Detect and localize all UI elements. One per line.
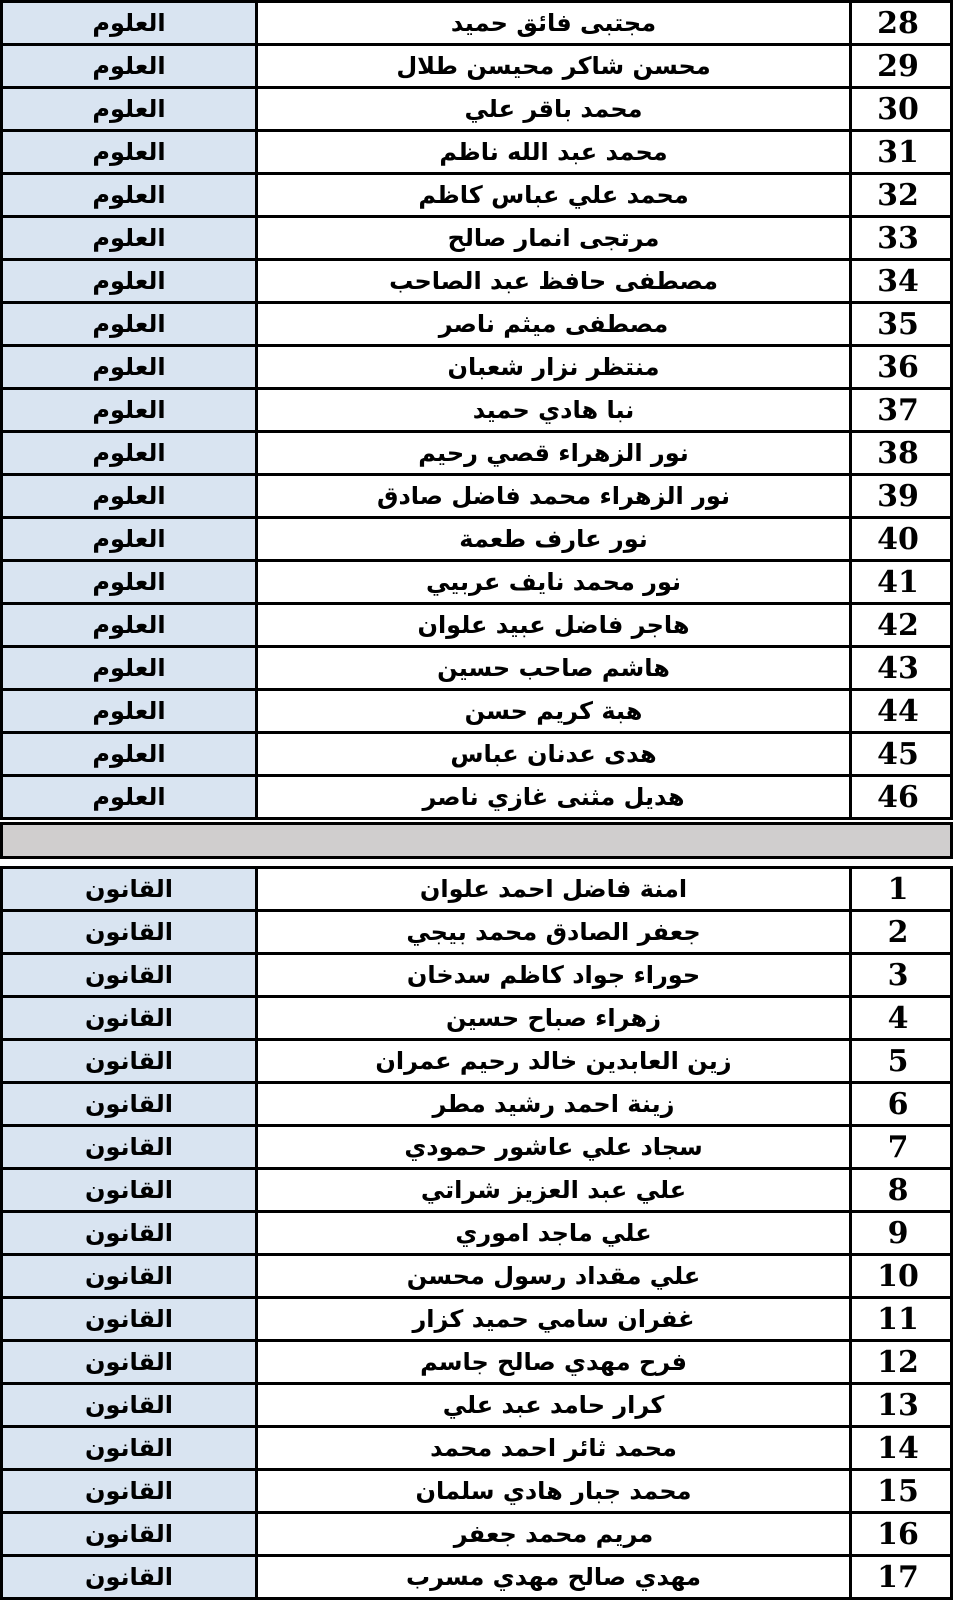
table-row — [3, 347, 950, 390]
row-number-cell: 4 — [852, 998, 944, 1038]
table-row — [3, 175, 950, 218]
department-cell: العلوم — [3, 3, 258, 43]
student-name-cell: هاجر فاضل عبيد علوان — [258, 605, 852, 645]
department-cell: القانون — [3, 1299, 258, 1339]
row-number-cell: 5 — [852, 1041, 944, 1081]
table-row — [3, 1385, 950, 1428]
student-name-cell: محمد ثائر احمد محمد — [258, 1428, 852, 1468]
table-row — [3, 519, 950, 562]
row-number-cell: 45 — [852, 734, 944, 774]
department-cell: العلوم — [3, 648, 258, 688]
table-row — [3, 1514, 950, 1557]
department-cell: القانون — [3, 955, 258, 995]
row-number-cell: 2 — [852, 912, 944, 952]
student-name-cell: نور محمد نايف عربيي — [258, 562, 852, 602]
row-number-cell: 36 — [852, 347, 944, 387]
table-row — [3, 998, 950, 1041]
student-name-cell: محسن شاكر محيسن طلال — [258, 46, 852, 86]
row-number-cell: 46 — [852, 777, 944, 817]
table-row — [3, 1213, 950, 1256]
row-number-cell: 1 — [852, 869, 944, 909]
table-row — [3, 218, 950, 261]
table-row — [3, 1471, 950, 1514]
row-number-cell: 3 — [852, 955, 944, 995]
department-cell: القانون — [3, 1041, 258, 1081]
student-name-cell: حوراء جواد كاظم سدخان — [258, 955, 852, 995]
student-name-cell: محمد عبد الله ناظم — [258, 132, 852, 172]
table-row — [3, 261, 950, 304]
student-name-cell: مريم محمد جعفر — [258, 1514, 852, 1554]
row-number-cell: 14 — [852, 1428, 944, 1468]
department-cell: القانون — [3, 1514, 258, 1554]
table-row — [3, 433, 950, 476]
table-row — [3, 89, 950, 132]
student-name-cell: محمد جبار هادي سلمان — [258, 1471, 852, 1511]
department-cell: العلوم — [3, 304, 258, 344]
department-cell: القانون — [3, 869, 258, 909]
department-cell: القانون — [3, 1342, 258, 1382]
department-cell: العلوم — [3, 175, 258, 215]
row-number-cell: 35 — [852, 304, 944, 344]
student-name-cell: مرتجى انمار صالح — [258, 218, 852, 258]
student-name-cell: نور الزهراء قصي رحيم — [258, 433, 852, 473]
row-number-cell: 12 — [852, 1342, 944, 1382]
table-row — [3, 955, 950, 998]
row-number-cell: 29 — [852, 46, 944, 86]
row-number-cell: 39 — [852, 476, 944, 516]
row-number-cell: 17 — [852, 1557, 944, 1597]
student-name-cell: علي مقداد رسول محسن — [258, 1256, 852, 1296]
student-name-cell: هدى عدنان عباس — [258, 734, 852, 774]
department-cell: القانون — [3, 1256, 258, 1296]
department-cell: القانون — [3, 1428, 258, 1468]
table-row — [3, 1041, 950, 1084]
student-name-cell: امنة فاضل احمد علوان — [258, 869, 852, 909]
department-cell: العلوم — [3, 218, 258, 258]
table-row — [3, 734, 950, 777]
student-name-cell: سجاد علي عاشور حمودي — [258, 1127, 852, 1167]
row-number-cell: 33 — [852, 218, 944, 258]
department-cell: القانون — [3, 1084, 258, 1124]
row-number-cell: 34 — [852, 261, 944, 301]
table-row — [3, 390, 950, 433]
table-row — [3, 3, 950, 46]
row-number-cell: 44 — [852, 691, 944, 731]
row-number-cell: 32 — [852, 175, 944, 215]
department-cell: القانون — [3, 1127, 258, 1167]
department-cell: العلوم — [3, 691, 258, 731]
table-row — [3, 1428, 950, 1471]
table-row — [3, 1557, 950, 1597]
department-cell: القانون — [3, 1385, 258, 1425]
student-name-cell: هديل مثنى غازي ناصر — [258, 777, 852, 817]
student-name-cell: منتظر نزار شعبان — [258, 347, 852, 387]
student-name-cell: زهراء صباح حسين — [258, 998, 852, 1038]
student-name-cell: مهدي صالح مهدي مسرب — [258, 1557, 852, 1597]
department-cell: العلوم — [3, 261, 258, 301]
student-name-cell: مصطفى حافظ عبد الصاحب — [258, 261, 852, 301]
student-name-cell: كرار حامد عبد علي — [258, 1385, 852, 1425]
student-name-cell: نبا هادي حميد — [258, 390, 852, 430]
student-name-cell: جعفر الصادق محمد بيجي — [258, 912, 852, 952]
student-name-cell: هاشم صاحب حسين — [258, 648, 852, 688]
department-cell: العلوم — [3, 132, 258, 172]
row-number-cell: 10 — [852, 1256, 944, 1296]
row-number-cell: 28 — [852, 3, 944, 43]
department-cell: العلوم — [3, 347, 258, 387]
table-row — [3, 132, 950, 175]
row-number-cell: 37 — [852, 390, 944, 430]
row-number-cell: 11 — [852, 1299, 944, 1339]
student-name-cell: مصطفى ميثم ناصر — [258, 304, 852, 344]
table-row — [3, 1170, 950, 1213]
row-number-cell: 30 — [852, 89, 944, 129]
row-number-cell: 15 — [852, 1471, 944, 1511]
student-name-cell: علي ماجد اموري — [258, 1213, 852, 1253]
table-row — [3, 1127, 950, 1170]
table-row — [3, 46, 950, 89]
department-cell: القانون — [3, 1557, 258, 1597]
department-cell: العلوم — [3, 734, 258, 774]
table-row — [3, 562, 950, 605]
student-name-cell: زين العابدين خالد رحيم عمران — [258, 1041, 852, 1081]
department-cell: القانون — [3, 1471, 258, 1511]
department-cell: العلوم — [3, 605, 258, 645]
table-row — [3, 648, 950, 691]
row-number-cell: 7 — [852, 1127, 944, 1167]
row-number-cell: 41 — [852, 562, 944, 602]
student-name-cell: محمد علي عباس كاظم — [258, 175, 852, 215]
table-row — [3, 777, 950, 817]
table-row — [3, 1256, 950, 1299]
row-number-cell: 43 — [852, 648, 944, 688]
table-row — [3, 912, 950, 955]
department-cell: القانون — [3, 1213, 258, 1253]
row-number-cell: 13 — [852, 1385, 944, 1425]
department-cell: العلوم — [3, 476, 258, 516]
department-cell: العلوم — [3, 433, 258, 473]
row-number-cell: 42 — [852, 605, 944, 645]
table-row — [3, 1084, 950, 1127]
department-cell: القانون — [3, 912, 258, 952]
student-name-cell: فرح مهدي صالح جاسم — [258, 1342, 852, 1382]
row-number-cell: 40 — [852, 519, 944, 559]
row-number-cell: 6 — [852, 1084, 944, 1124]
student-name-cell: نور عارف طعمة — [258, 519, 852, 559]
table-row — [3, 1342, 950, 1385]
table-row — [3, 691, 950, 734]
table-row — [3, 304, 950, 347]
table-row — [3, 869, 950, 912]
row-number-cell: 31 — [852, 132, 944, 172]
department-cell: العلوم — [3, 89, 258, 129]
department-cell: العلوم — [3, 777, 258, 817]
student-name-cell: محمد باقر علي — [258, 89, 852, 129]
law-department-table — [0, 866, 953, 1600]
department-cell: العلوم — [3, 519, 258, 559]
row-number-cell: 16 — [852, 1514, 944, 1554]
row-number-cell: 8 — [852, 1170, 944, 1210]
student-name-cell: نور الزهراء محمد فاضل صادق — [258, 476, 852, 516]
student-name-cell: علي عبد العزيز شراتي — [258, 1170, 852, 1210]
row-number-cell: 38 — [852, 433, 944, 473]
row-number-cell: 9 — [852, 1213, 944, 1253]
department-cell: العلوم — [3, 390, 258, 430]
table-row — [3, 605, 950, 648]
student-name-cell: هبة كريم حسن — [258, 691, 852, 731]
table-row — [3, 1299, 950, 1342]
department-cell: القانون — [3, 1170, 258, 1210]
department-cell: العلوم — [3, 46, 258, 86]
section-separator-bar — [0, 822, 953, 859]
table-row — [3, 476, 950, 519]
student-name-cell: غفران سامي حميد كزار — [258, 1299, 852, 1339]
department-cell: العلوم — [3, 562, 258, 602]
student-name-cell: مجتبى فائق حميد — [258, 3, 852, 43]
department-cell: القانون — [3, 998, 258, 1038]
student-name-cell: زينة احمد رشيد مطر — [258, 1084, 852, 1124]
